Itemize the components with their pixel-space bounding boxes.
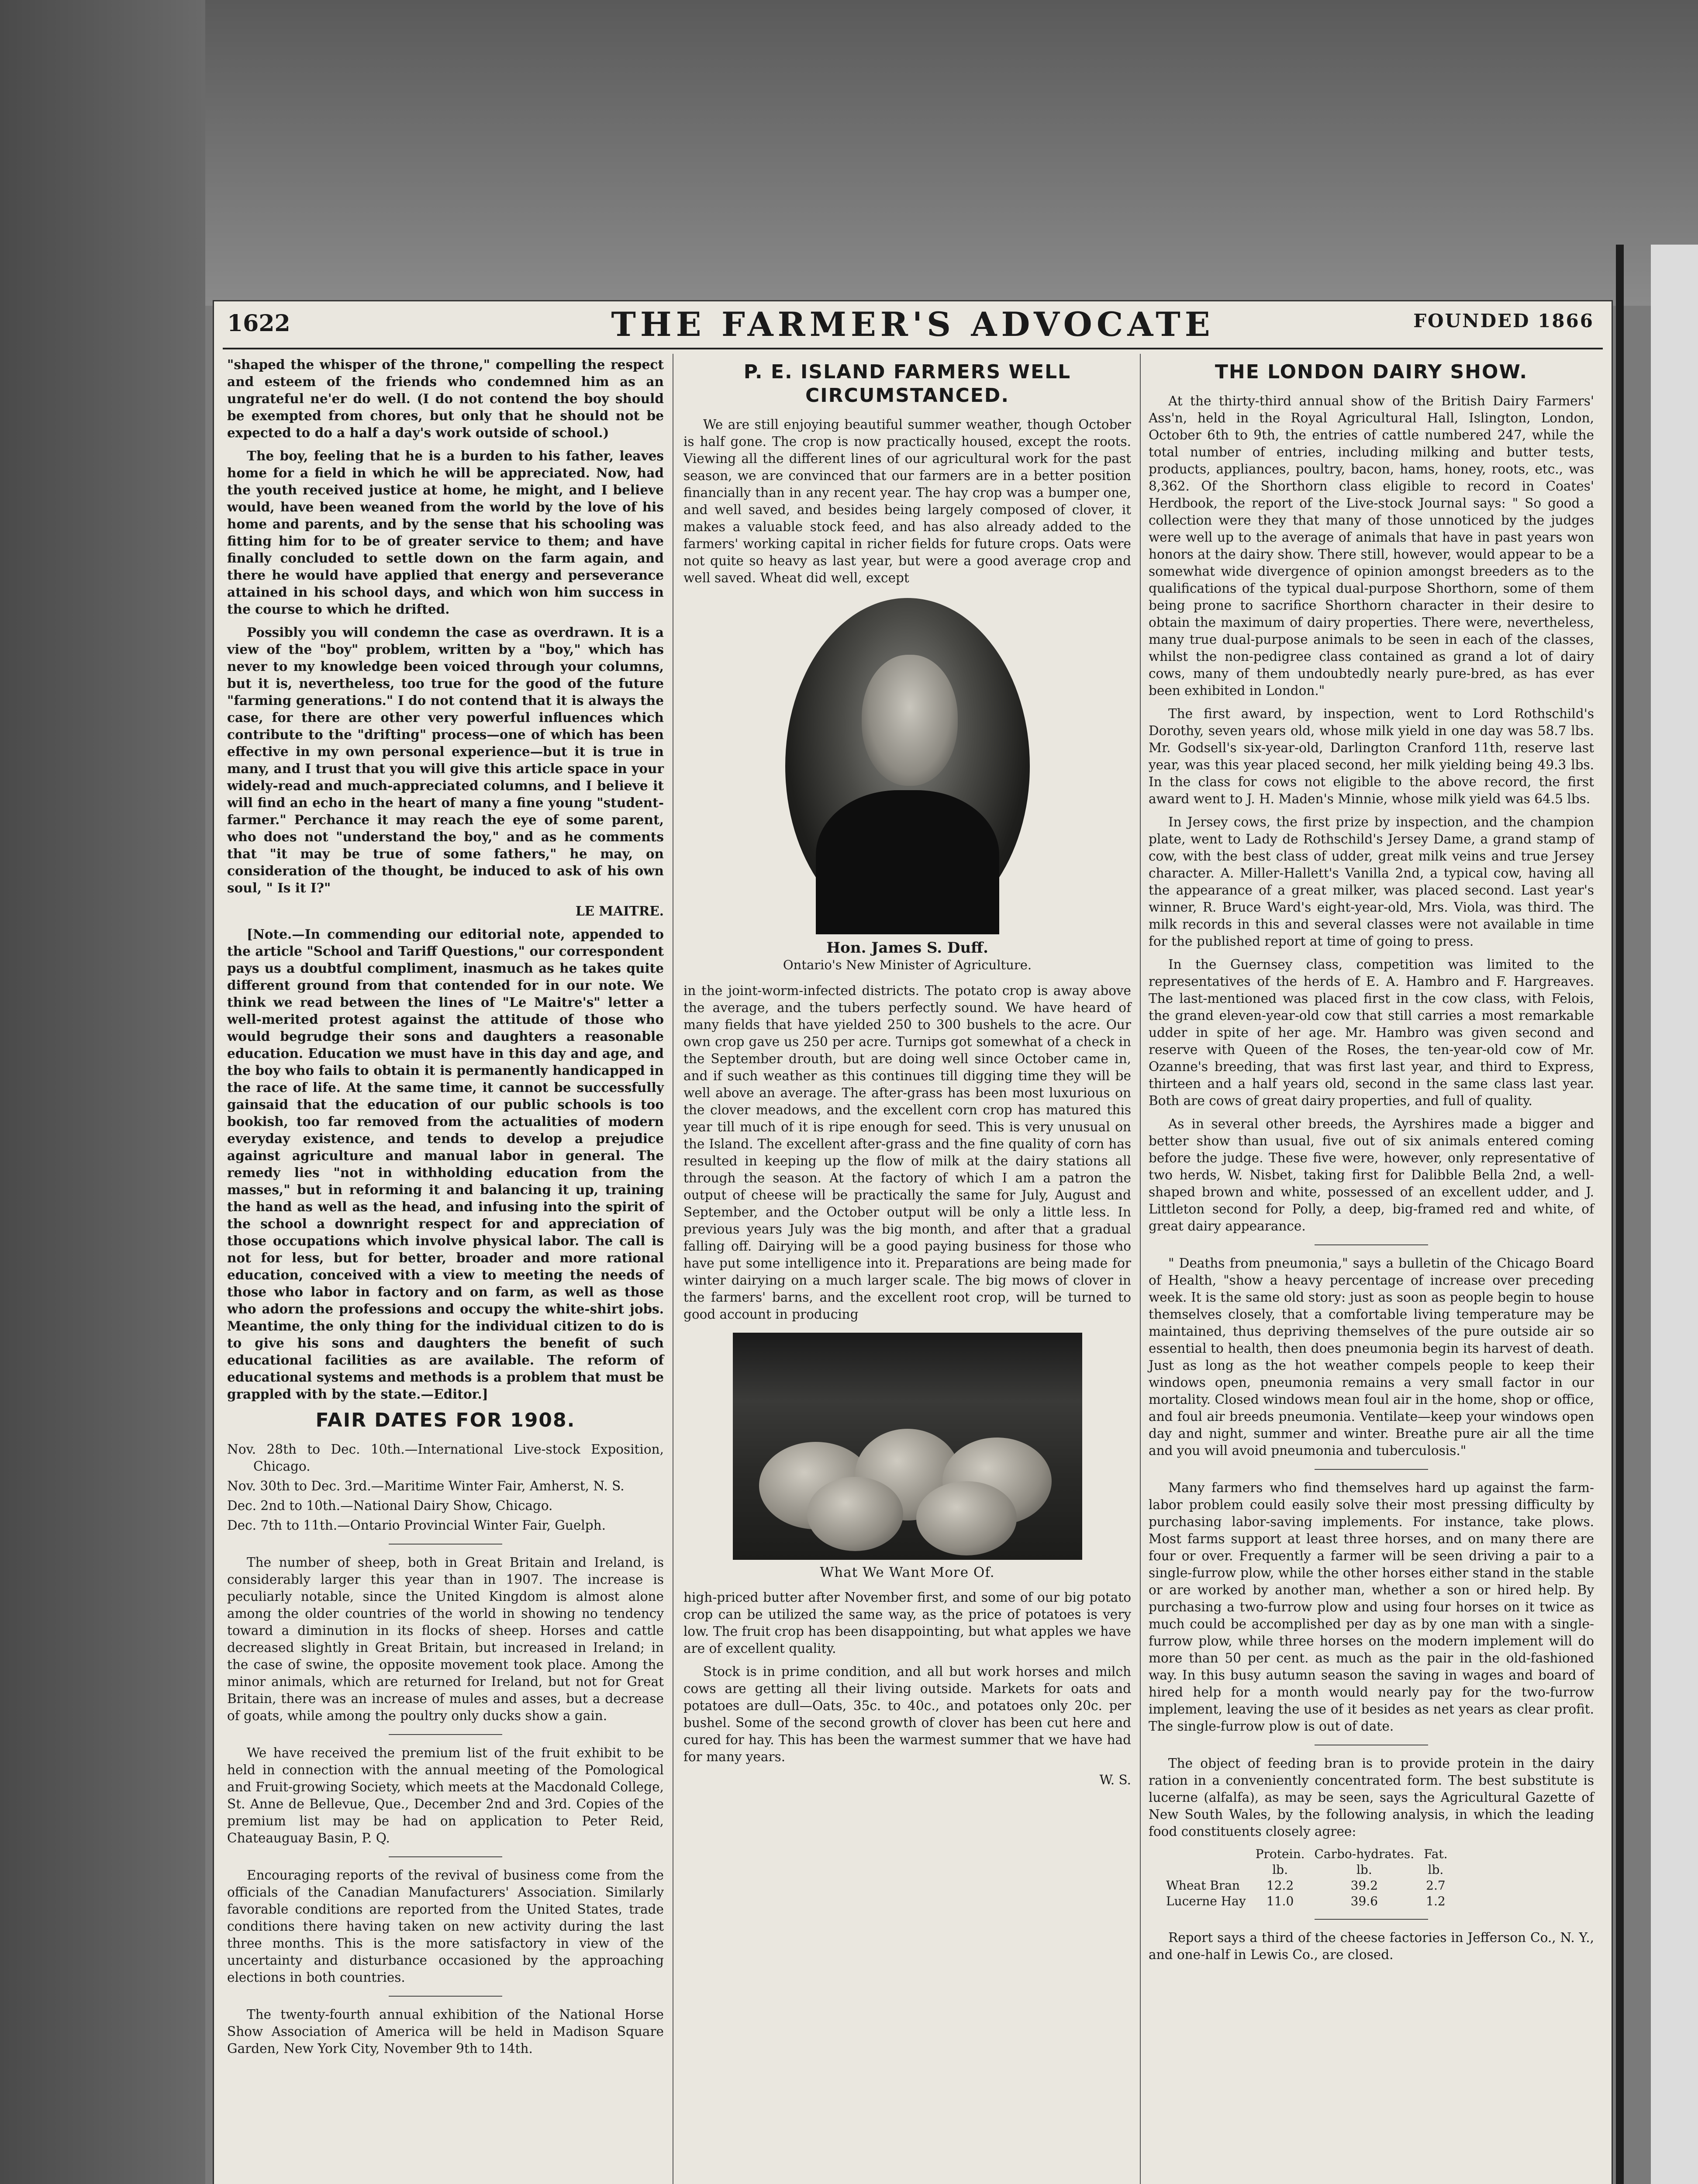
adjacent-page-strip (1651, 245, 1698, 2184)
letter-paragraph: The boy, feeling that he is a burden to his father, leaves home for a field in which he will be appreciated. Now, had the youth received justice at home, he might, and I believe would, have been weaned from the world by the love of his home and parents, and by the sense that his schooling was fitting him for to be of greater service to them; and have finally concluded to settle down on the farm again, and there he would have applied that energy and perseverance attained in his school days, and which won him success in the course to which he drifted. (227, 448, 664, 617)
scan-background-left (0, 0, 205, 2184)
portrait-face (862, 655, 958, 786)
dairy-paragraph: In the Guernsey class, competition was limited to the representatives of the herds of E. A. Hambro and F. Hargreaves. The last-mentioned was placed first in the cow class, with Felois, the grand eleven-year-old cow that still carries a most remarkable udder in spite of her age. Mr. Hambro was given second and reserve with Queen of the Roses, the ten-year-old cow of Mr. Ozanne's breeding, that was first last year, and third to Express, thirteen and a half years old, second in the same class last year. Both are cows of great dairy properties, and full of quality. (1149, 957, 1594, 1108)
table-cell: 11.0 (1266, 1894, 1294, 1908)
column-1 (227, 356, 664, 2063)
pei-paragraph: high-priced butter after November first, and some of our big potato crop can be utilized the same way, as the price of potatoes is very low. The fruit crop has been disappointing, but what apples we have are of excellent quality. (683, 1590, 1131, 1656)
table-cell: Wheat Bran (1166, 1878, 1240, 1893)
fair-date-item: Nov. 28th to Dec. 10th.—International Live-stock Exposition, Chicago. (227, 1442, 664, 1474)
table-header-row (1166, 1846, 1457, 1862)
table-cell: 39.6 (1350, 1894, 1378, 1908)
table-row (1166, 1894, 1457, 1909)
separator (389, 1996, 502, 1997)
separator (389, 1544, 502, 1545)
letter-paragraph: "shaped the whisper of the throne," compelling the respect and esteem of the friends who condemned him as an ungrateful ne'er do well. (I do not contend the boy should be exempted from chores, but only that he should not be expected to do a half a day's work outside of school.) (227, 357, 664, 440)
separator (1315, 1919, 1428, 1920)
sheep-photo-caption: What We Want More Of. (820, 1565, 995, 1580)
table-cell: 1.2 (1426, 1894, 1446, 1908)
table-row (1166, 1878, 1457, 1894)
header-rule (223, 348, 1603, 349)
feed-analysis-table (1166, 1846, 1457, 1909)
dairy-paragraph: As in several other breeds, the Ayrshires made a bigger and better show than usual, five out of six animals entered coming before the judge. These five were, however, only representative of two herds, W. Nisbet, taking first for Dalibble Bella 2nd, a well-shaped brown and white, possessed of an excellent udder, and J. Littleton second for Polly, a deep, big-framed red and white, of great dairy appearance. (1149, 1116, 1594, 1234)
founded-label: FOUNDED 1866 (1413, 310, 1594, 332)
column-3 (1149, 356, 1594, 1970)
masthead: THE FARMER'S ADVOCATE (611, 305, 1215, 344)
sheep-figure (807, 1477, 903, 1551)
table-header-cell: Protein. (1255, 1847, 1305, 1861)
table-unit-cell: lb. (1272, 1863, 1288, 1877)
pei-signature: W. S. (1099, 1773, 1131, 1787)
table-cell: 2.7 (1426, 1878, 1446, 1893)
pei-paragraph: We are still enjoying beautiful summer weather, though October is half gone. The crop is now practically housed, except the roots. Viewing all the different lines of our agricultural work for the past season, we are convinced that our farmers are in a better position financially than in any recent year. The hay crop was a bumper one, and well saved, and besides being largely composed of clover, it makes a valuable stock feed, and has also already added to the farmers' working capital in richer fields for future crops. Oats were not quite so heavy as last year, but were a good average crop and well saved. Wheat did well, except (683, 417, 1131, 585)
letter-paragraph: Possibly you will condemn the case as overdrawn. It is a view of the "boy" problem, written by a "boy," which has never to my knowledge been voiced through your columns, but it is, nevertheless, too true for the good of the future "farming generations." I do not contend that it is always the case, for there are other very powerful influences which contribute to the "drifting" process—one of which has been effective in my own personal experience—but it is true in many, and I trust that you will give this article space in your widely-read and much-appreciated columns, and I believe it will find an echo in the heart of many a fine young "student-farmer." Perchance it may reach the eye of some parent, who does not "understand the boy," and as he comments that "it may be true of some fathers," he may, on consideration of the thought, be induced to ask of his own soul, " Is it I?" (227, 625, 664, 895)
adjacent-page-edge (1616, 245, 1624, 2184)
sheep-photo (733, 1333, 1082, 1560)
sheep-figure (916, 1481, 1017, 1555)
table-header-cell: Fat. (1424, 1847, 1448, 1861)
revival-paragraph: Encouraging reports of the revival of business come from the officials of the Canadian Manufacturers' Association. Similarly favorable conditions are reported from the United States, trade conditions there having taken on new activity during the last three months. This is the more satisfactory in view of the uncertainty and disturbance occasioned by the approaching elections in both countries. (227, 1868, 664, 1985)
table-unit-cell: lb. (1428, 1863, 1444, 1877)
horse-show-paragraph: The twenty-fourth annual exhibition of the National Horse Show Association of America will be held in Madison Square Garden, New York City, November 9th to 14th. (227, 2007, 664, 2056)
page-header (214, 301, 1612, 349)
pei-paragraph: in the joint-worm-infected districts. The potato crop is away above the average, and the tubers perfectly sound. We have heard of many fields that have yielded 250 to 300 bushels to the acre. Our own crop gave us 250 per acre. Turnips got somewhat of a check in the September drouth, but are doing well since October came in, and if such weather as this continues till digging time they will be well above an average. The after-grass has been most luxurious on the clover meadows, and the excellent corn crop has matured this year till much of it is ripe enough for seed. This is very unusual on the Island. The excellent after-grass and the fine quality of corn has resulted in keeping up the flow of milk at the dairy stations all through the season. At the factory of which I am a patron the output of cheese will be practically the same for July, August and September, and the October output will be only a little less. In previous years July was the big month, and after that a gradual falling off. Dairying will be a good paying business for those who have put some intelligence into it. Preparations are being made for winter dairying on a much larger scale. The big mows of clover in the farmers' barns, and the excellent root crop, will be turned to good account in producing (683, 983, 1131, 1322)
portrait-coat (816, 790, 999, 934)
fruit-paragraph: We have received the premium list of the fruit exhibit to be held in connection with the annual meeting of the Pomological and Fruit-growing Society, which meets at the Macdonald College, St. Anne de Bellevue, Que., December 2nd and 3rd. Copies of the premium list may be had on application to Peter Reid, Chateauguay Basin, P. Q. (227, 1745, 664, 1845)
table-header-cell (1166, 1846, 1256, 1862)
fair-date-item: Dec. 7th to 11th.—Ontario Provincial Winter Fair, Guelph. (227, 1518, 606, 1533)
bran-paragraph: The object of feeding bran is to provide protein in the dairy ration in a conveniently concentrated form. The best substitute is lucerne (alfalfa), as may be seen, says the Agricultural Gazette of New South Wales, by the following analysis, in which the leading food constituents closely agree: (1149, 1756, 1594, 1839)
table-unit-cell (1166, 1862, 1256, 1878)
separator (1315, 1469, 1428, 1470)
letter-signature: LE MAITRE. (575, 903, 664, 919)
dairy-paragraph: The first award, by inspection, went to Lord Rothschild's Dorothy, seven years old, whose milk yield in one day was 58.7 lbs. Mr. Godsell's six-year-old, Darlington Cranford 11th, reserve last year, was this year placed second, her milk yielding being 49.3 lbs. In the class for cows not eligible to the above record, the first award went to J. H. Maden's Minnie, whose milk yield was 64.5 lbs. (1149, 706, 1594, 806)
scan-background-top (0, 0, 1698, 306)
editor-note: [Note.—In commending our editorial note, appended to the article "School and Tariff Questions," our correspondent pays us a doubtful compliment, inasmuch as he takes quite different ground from that contended for in our note. We think we read between the lines of "Le Maitre's" letter a well-merited protest against the attitude of those who would begrudge their sons and daughters a reasonable education. Education we must have in this day and age, and the boy who fails to obtain it is permanently handicapped in the race of life. At the same time, it cannot be successfully gainsaid that the education of our public schools is too bookish, too far removed from the actualities of modern everyday existence, and tends to develop a prejudice against agriculture and manual labor in general. The remedy lies "not in withholding education from the masses," but in reforming it and balancing it up, training the hand as well as the head, and infusing into the spirit of the school a downright respect for and appreciation of those occupations which involve physical labor. The call is not for less, but for better, broader and more rational education, conceived with a view to meeting the needs of those who labor in factory and on farm, as well as those who adorn the professions and occupy the white-shirt jobs. Meantime, the only thing for the individual citizen to do is to give his sons and daughters the benefit of such educational facilities as are available. The reform of educational systems and methods is a problem that must be grappled with by the state.—Editor.] (227, 926, 664, 1402)
page-number: 1622 (227, 310, 290, 337)
portrait-caption-name: Hon. James S. Duff. (826, 939, 988, 957)
dairy-paragraph: In Jersey cows, the first prize by inspection, and the champion plate, went to Lady de Rothschild's Jersey Dame, a grand stamp of cow, with the best class of udder, great milk veins and true Jersey character. A. Miller-Hallett's Vanilla 2nd, a typical cow, having all the appearance of a great milker, was placed second. Last year's winner, R. Bruce Ward's eight-year-old, Mrs. Viola, was third. The milk records in this and several classes were not available in time for the published report at time of going to press. (1149, 815, 1594, 949)
pei-paragraph: Stock is in prime condition, and all but work horses and milch cows are getting all their living outside. Markets for oats and potatoes are dull—Oats, 35c. to 40c., and potatoes only 20c. per bushel. Some of the second growth of clover has been cut here and cured for hay. This has been the warmest summer that we have had for many years. (683, 1664, 1131, 1764)
portrait-caption-subtitle: Ontario's New Minister of Agriculture. (783, 957, 1032, 972)
london-dairy-heading: THE LONDON DAIRY SHOW. (1215, 361, 1528, 383)
table-cell: Lucerne Hay (1166, 1894, 1246, 1908)
separator (1315, 1244, 1428, 1245)
portrait-photo (785, 598, 1030, 934)
column-rule-2 (1140, 354, 1141, 2184)
plow-paragraph: Many farmers who find themselves hard up against the farm-labor problem could easily solve their most pressing difficulty by purchasing labor-saving implements. For instance, take plows. Most farms support at least three horses, and on many there are four or over. Frequently a farmer will be seen driving a pair to a single-furrow plow, while the other horses either stand in the stable or are worked by another man, whether a son or hired help. By purchasing a two-furrow plow and using four horses on it twice as much could be accomplished per day as by one man with a single-furrow plow, while three horses on the modern implement will do more than 50 per cent. as much as the pair in the old-fashioned way. In this busy autumn season the saving in wages and board of hired help for a month would nearly pay for the two-furrow implement, leaving the use of it besides as net years as clear profit. The single-furrow plow is out of date. (1149, 1480, 1594, 1734)
table-cell: 39.2 (1350, 1878, 1378, 1893)
pei-heading: P. E. ISLAND FARMERS WELL CIRCUMSTANCED. (743, 361, 1071, 407)
newspaper-page (214, 301, 1612, 2184)
column-2 (683, 356, 1131, 1795)
sheep-paragraph: The number of sheep, both in Great Britain and Ireland, is considerably larger this year than in 1907. The increase is peculiarly notable, since the United Kingdom is almost alone among the older countries of the world in showing no tendency toward a diminution in its flocks of sheep. Horses and cattle decreased slightly in Great Britain, but increased in Ireland; in the case of swine, the opposite movement took place. Among the minor animals, which are returned for Ireland, but not for Great Britain, there was an increase of mules and asses, but a decrease of goats, while among the poultry only ducks show a gain. (227, 1555, 664, 1723)
table-unit-cell: lb. (1356, 1863, 1372, 1877)
fair-date-item: Nov. 30th to Dec. 3rd.—Maritime Winter Fair, Amherst, N. S. (227, 1479, 625, 1493)
fair-dates-heading: FAIR DATES FOR 1908. (315, 1409, 576, 1431)
dairy-paragraph: At the thirty-third annual show of the British Dairy Farmers' Ass'n, held in the Royal Agricultural Hall, Islington, London, October 6th to 9th, the entries of cattle numbered 247, while the total number of entries, including milking and butter tests, products, appliances, poultry, bacon, hams, honey, roots, etc., was 8,362. Of the Shorthorn class eligible to record in Coates' Herdbook, the report of the Live-stock Journal says: " So good a collection were they that many of those unnoticed by the judges were well up to the average of animals that have in past years won honors at the dairy show. There still, however, would appear to be a somewhat wide divergence of opinion amongst breeders as to the qualifications of the typical dual-purpose Shorthorn, some of them being prone to sacrifice Shorthorn character in their desire to obtain the maximum of dairy properties. There were, nevertheless, many true dual-purpose animals to be seen in each of the classes, whilst the non-pedigree class contained as grand a lot of dairy cows, many of them undoubtedly nearly pure-bred, as has ever been exhibited in London." (1149, 394, 1594, 698)
separator (389, 1856, 502, 1857)
fair-date-item: Dec. 2nd to 10th.—National Dairy Show, Chicago. (227, 1498, 553, 1513)
separator (389, 1734, 502, 1735)
table-header-cell: Carbo-hydrates. (1314, 1847, 1415, 1861)
table-units-row (1166, 1862, 1457, 1878)
cheese-paragraph: Report says a third of the cheese factories in Jefferson Co., N. Y., and one-half in Lewis Co., are closed. (1149, 1930, 1594, 1962)
pneumonia-paragraph: " Deaths from pneumonia," says a bulletin of the Chicago Board of Health, "show a heavy percentage of increase over preceding week. It is the same old story: just as soon as people begin to house themselves closely, that a comfortable living temperature may be maintained, thus depriving themselves of the pure outside air so essential to health, then does pneumonia begin its harvest of death. Just as long as the hot weather compels people to keep their windows open, pneumonia remains a very small factor in our mortality. Closed windows mean foul air in the home, shop or office, and foul air breeds pneumonia. Ventilate—keep your windows open day and night, summer and winter. Breathe pure air all the time and you will avoid pneumonia and tuberculosis." (1149, 1256, 1594, 1458)
table-cell: 12.2 (1266, 1878, 1294, 1893)
